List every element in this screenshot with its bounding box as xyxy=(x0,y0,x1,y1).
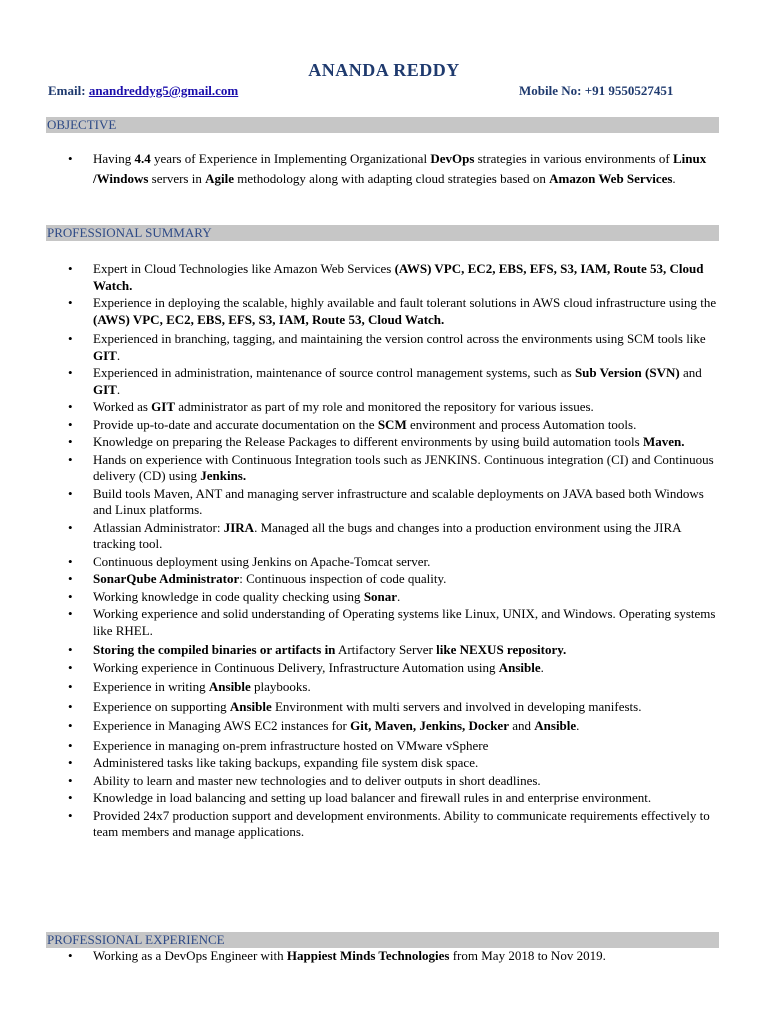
summary-item-text: Ansible xyxy=(208,679,251,694)
summary-list xyxy=(46,261,718,842)
objective-item-text: methodology along with adapting cloud strategies based on xyxy=(233,170,550,186)
summary-item xyxy=(46,331,718,364)
summary-item-text: Knowledge in load balancing and setting up load balancer and firewall rules in and enterprise environment. xyxy=(93,790,652,805)
objective-item-text: Having xyxy=(93,151,135,166)
summary-item-text: Atlassian Administrator: xyxy=(93,519,224,535)
summary-item-text: Provide up-to-date and accurate documentation on the xyxy=(93,416,378,432)
summary-item-text: . xyxy=(397,588,401,604)
objective-list xyxy=(46,149,718,188)
objective-item-text: DevOps xyxy=(430,151,475,166)
experience-item xyxy=(46,948,718,965)
summary-item xyxy=(46,718,718,735)
objective-item-text: Amazon Web Services xyxy=(549,170,673,186)
summary-item xyxy=(46,452,718,485)
summary-item-text: GIT xyxy=(151,399,176,414)
summary-item-text: Experience in writing xyxy=(93,679,209,694)
summary-item xyxy=(46,790,718,807)
summary-item-text: Sonar xyxy=(363,588,398,604)
summary-item-text: Experience in managing on-prem infrastructure hosted on VMware vSphere xyxy=(93,737,489,753)
summary-item xyxy=(46,261,718,294)
summary-item-text: Ansible xyxy=(534,718,577,733)
summary-item xyxy=(46,660,718,677)
summary-item-text: Sub Version (SVN) xyxy=(574,365,680,380)
summary-item-text: Administered tasks like taking backups, expanding file system disk space. xyxy=(93,755,479,770)
summary-item-text: : Continuous inspection of code quality. xyxy=(239,571,447,586)
summary-item-text: Artifactory Server xyxy=(335,642,437,657)
summary-item-text: Continuous deployment using Jenkins on Apache-Tomcat server. xyxy=(93,553,431,569)
summary-item xyxy=(46,773,718,790)
summary-item xyxy=(46,679,718,696)
objective-item-text: servers in xyxy=(148,170,206,186)
summary-item-text: playbooks. xyxy=(250,679,311,694)
summary-item xyxy=(46,571,718,588)
summary-item-text: JIRA xyxy=(223,519,255,535)
summary-item-text: Storing the compiled binaries or artifacts in xyxy=(93,642,336,657)
summary-item-text: GIT xyxy=(93,381,117,397)
summary-item xyxy=(46,520,718,553)
summary-item-text: Environment with multi servers and involved in developing manifests. xyxy=(271,698,642,714)
objective-item-text: Agile xyxy=(205,170,234,186)
candidate-name: ANANDA REDDY xyxy=(308,60,460,80)
summary-item-text: Maven. xyxy=(642,434,685,449)
summary-item-text: Experience in Managing AWS EC2 instances for xyxy=(93,718,351,733)
summary-item xyxy=(46,399,718,416)
mobile-number xyxy=(519,83,673,99)
section-objective: OBJECTIVE xyxy=(46,117,719,133)
summary-item-text: Ansible xyxy=(498,659,541,675)
objective-item xyxy=(46,149,718,188)
section-experience: PROFESSIONAL EXPERIENCE xyxy=(46,932,719,948)
summary-item-text: Jenkins. xyxy=(200,468,247,483)
experience-item-text: Happiest Minds Technologies xyxy=(286,948,450,963)
summary-item-text: SonarQube Administrator xyxy=(93,571,240,586)
summary-item-text: like NEXUS repository. xyxy=(436,642,567,657)
summary-item-text: Provided 24x7 production support and development environments. Ability to communicate requirements effectively to team members and manage applications. xyxy=(93,807,710,839)
summary-item-text: . xyxy=(116,347,121,363)
objective-item-text: Linux /Windows xyxy=(93,151,707,186)
summary-item-text: GIT xyxy=(93,347,117,363)
section-summary: PROFESSIONAL SUMMARY xyxy=(46,225,719,241)
summary-item-text: Ansible xyxy=(229,698,272,714)
summary-item xyxy=(46,295,718,328)
summary-item-text: Experienced in administration, maintenance of source control management systems, such as xyxy=(93,365,575,380)
summary-item xyxy=(46,554,718,571)
summary-item-text: and xyxy=(679,365,702,380)
objective-item-text: years of Experience in Implementing Organizational xyxy=(150,151,431,166)
summary-item-text: . Managed all the bugs and changes into a production environment using the JIRA tracking tool. xyxy=(93,519,681,551)
summary-item-text: and xyxy=(508,718,535,733)
experience-item-text: from May 2018 to Nov 2019. xyxy=(449,948,606,963)
objective-item-text: 4.4 xyxy=(134,151,151,166)
email-link[interactable]: anandreddyg5@gmail.com xyxy=(88,83,239,98)
objective-item-text: strategies in various environments of xyxy=(474,151,673,166)
summary-item-text: Hands on experience with Continuous Integration tools such as JENKINS. Continuous integration (CI) and Continuous delivery (CD) using xyxy=(93,451,714,483)
summary-item-text: Knowledge on preparing the Release Packages to different environments by using build automation tools xyxy=(93,434,643,449)
summary-item xyxy=(46,738,718,755)
summary-item xyxy=(46,606,718,639)
mobile-value: +91 9550527451 xyxy=(584,83,674,98)
summary-item xyxy=(46,808,718,841)
summary-item-text: (AWS) VPC, EC2, EBS, EFS, S3, IAM, Route 53, Cloud Watch. xyxy=(93,311,445,327)
summary-item-text: (AWS) VPC, EC2, EBS, EFS, S3, IAM, Route 53, Cloud Watch. xyxy=(93,261,704,293)
summary-item-text: SCM xyxy=(377,416,407,432)
summary-item-text: . xyxy=(540,659,544,675)
summary-item-text: Expert in Cloud Technologies like Amazon Web Services xyxy=(93,261,395,276)
summary-item-text: Git, Maven, Jenkins, Docker xyxy=(350,718,509,733)
summary-item-text: Build tools Maven, ANT and managing server infrastructure and scalable deployments on JAVA based both Windows and Linux platforms. xyxy=(93,485,704,517)
summary-item-text: administrator as part of my role and monitored the repository for various issues. xyxy=(175,399,594,414)
summary-item-text: . xyxy=(116,381,121,397)
experience-list xyxy=(46,948,718,965)
summary-item xyxy=(46,434,718,451)
summary-item xyxy=(46,365,718,398)
summary-item-text: Working experience and solid understanding of Operating systems like Linux, UNIX, and Windows. Operating systems like RHEL. xyxy=(93,606,716,638)
summary-item xyxy=(46,486,718,519)
objective-item-text: . xyxy=(672,170,676,186)
contact-line xyxy=(48,83,708,99)
summary-item xyxy=(46,589,718,606)
summary-item xyxy=(46,642,718,659)
mobile-label: Mobile No: xyxy=(519,83,582,98)
summary-item-text: Ability to learn and master new technologies and to deliver outputs in short deadlines. xyxy=(93,772,541,788)
summary-item-text: environment and process Automation tools. xyxy=(406,416,637,432)
summary-item xyxy=(46,755,718,772)
summary-item-text: Experienced in branching, tagging, and maintaining the version control across the environments using SCM tools like xyxy=(93,331,706,346)
email-label: Email: xyxy=(48,83,86,98)
summary-item-text: Working experience in Continuous Delivery, Infrastructure Automation using xyxy=(93,659,499,675)
summary-item-text: Experience in deploying the scalable, highly available and fault tolerant solutions in AWS cloud infrastructure using the xyxy=(93,295,717,310)
summary-item-text: Working knowledge in code quality checking using xyxy=(93,588,364,604)
summary-item-text: . xyxy=(576,718,580,733)
experience-item-text: Working as a DevOps Engineer with xyxy=(93,948,287,963)
summary-item xyxy=(46,699,718,716)
summary-item xyxy=(46,417,718,434)
summary-item-text: Experience on supporting xyxy=(93,698,230,714)
summary-item-text: Worked as xyxy=(93,399,152,414)
